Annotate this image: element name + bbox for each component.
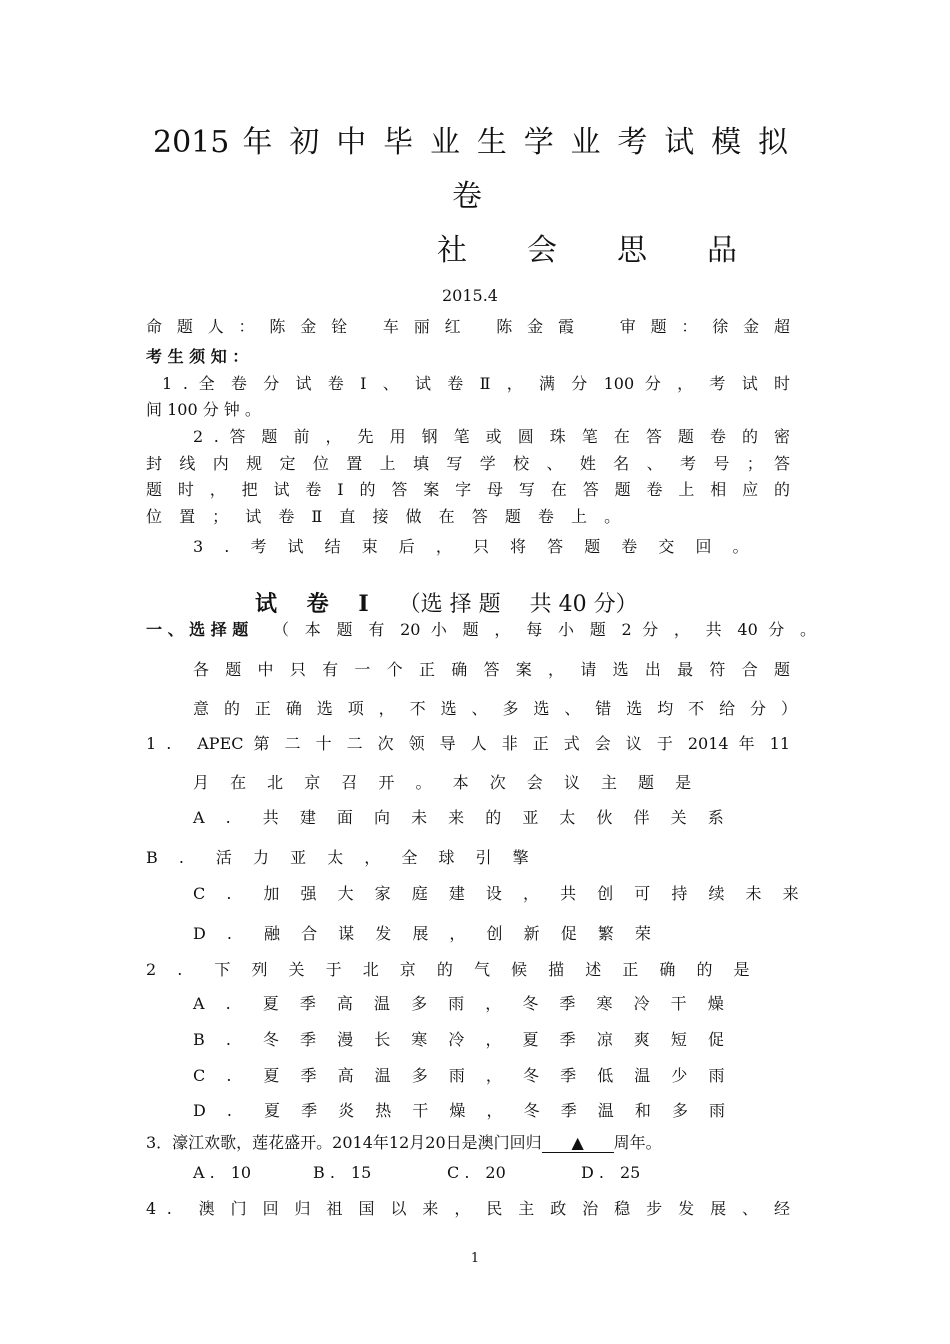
part1-instructions-line2: 各 题 中 只 有 一 个 正 确 答 案 ， 请 选 出 最 符 合 题 (193, 660, 790, 679)
section-heading-bold: 试 卷 Ⅰ (255, 591, 369, 617)
exam-date: 2015.4 (442, 286, 498, 305)
question-1-option-a: A . 共 建 面 向 未 来 的 亚 太 伙 伴 关 系 (193, 808, 732, 827)
question-2-option-d: D . 夏 季 炎 热 干 燥 ， 冬 季 温 和 多 雨 (193, 1101, 734, 1120)
notice-item2-line4: 位 置 ； 试 卷 Ⅱ 直 接 做 在 答 题 卷 上 。 (146, 507, 627, 526)
subject-title: 社 会 思 品 (437, 233, 737, 268)
notice-item2-line1: 2 . 答 题 前 ， 先 用 钢 笔 或 圆 珠 笔 在 答 题 卷 的 密 (193, 427, 790, 446)
part1-instructions-line3: 意 的 正 确 选 项 ， 不 选 、 多 选 、 错 选 均 不 给 分 ） (193, 699, 797, 718)
section-heading (255, 590, 638, 619)
question-1-stem-line2: 月 在 北 京 召 开 。 本 次 会 议 主 题 是 (193, 773, 700, 792)
question-3-option-a: A . 10 (193, 1163, 252, 1182)
question-1-option-b: B . 活 力 亚 太 ， 全 球 引 擎 (146, 848, 537, 867)
question-3-stem-before: 3．濠江欢歌，莲花盛开。2014年12月20日是澳门回归 (146, 1133, 542, 1152)
exam-title-line1: 2015 年 初 中 毕 业 生 学 业 考 试 模 拟 (153, 125, 788, 160)
question-2-stem: 2 . 下 列 关 于 北 京 的 气 候 描 述 正 确 的 是 (146, 960, 758, 979)
authors-line: 命 题 人 ： 陈 金 铨 车 丽 红 陈 金 霞 审 题 ： 徐 金 超 (146, 317, 790, 336)
notice-item2-line2: 封 线 内 规 定 位 置 上 填 写 学 校 、 姓 名 、 考 号 ； 答 (146, 454, 790, 473)
question-3-stem (146, 1133, 662, 1153)
part1-instructions-line1: （ 本 题 有 20 小 题 ， 每 小 题 2 分 ， 共 40 分 。 (273, 620, 816, 639)
question-2-option-c: C . 夏 季 高 温 多 雨 ， 冬 季 低 温 少 雨 (193, 1066, 733, 1085)
answer-blank: ▲ (542, 1134, 614, 1153)
question-4-stem-line1: 4 . 澳 门 回 归 祖 国 以 来 ， 民 主 政 治 稳 步 发 展 、 经 (146, 1199, 790, 1218)
question-2-option-b: B . 冬 季 漫 长 寒 冷 ， 夏 季 凉 爽 短 促 (193, 1030, 732, 1049)
notice-item2-line3: 题 时 ， 把 试 卷 Ⅰ 的 答 案 字 母 写 在 答 题 卷 上 相 应 的 (146, 480, 790, 499)
part1-label: 一 、 选 择 题 (146, 620, 249, 639)
question-2-option-a: A . 夏 季 高 温 多 雨 ， 冬 季 寒 冷 干 燥 (193, 994, 732, 1013)
question-3-stem-after: 周年。 (613, 1133, 662, 1152)
question-3-option-c: C . 20 (447, 1163, 506, 1182)
notice-item1-line1: 1 . 全 卷 分 试 卷 Ⅰ 、 试 卷 Ⅱ ， 满 分 100 分 ， 考 试 时 (162, 374, 790, 393)
question-1-option-d: D . 融 合 谋 发 展 ， 创 新 促 繁 荣 (193, 924, 659, 943)
question-3-option-b: B . 15 (313, 1163, 372, 1182)
question-3-option-d: D . 25 (581, 1163, 641, 1182)
section-heading-rest: （选 择 题 共 40 分） (398, 592, 638, 617)
notice-item3: 3 . 考 试 结 束 后 ， 只 将 答 题 卷 交 回 。 (193, 537, 757, 556)
page-number: 1 (470, 1251, 480, 1266)
exam-title-line2: 卷 (452, 179, 482, 214)
question-1-stem-line1: 1 . APEC 第 二 十 二 次 领 导 人 非 正 式 会 议 于 2014 年 11 (146, 734, 790, 753)
question-1-option-c: C . 加 强 大 家 庭 建 设 ， 共 创 可 持 续 未 来 (193, 884, 807, 903)
notice-item1-line2: 间 100 分 钟 。 (146, 400, 261, 419)
notice-heading: 考 生 须 知 ： (146, 347, 249, 366)
